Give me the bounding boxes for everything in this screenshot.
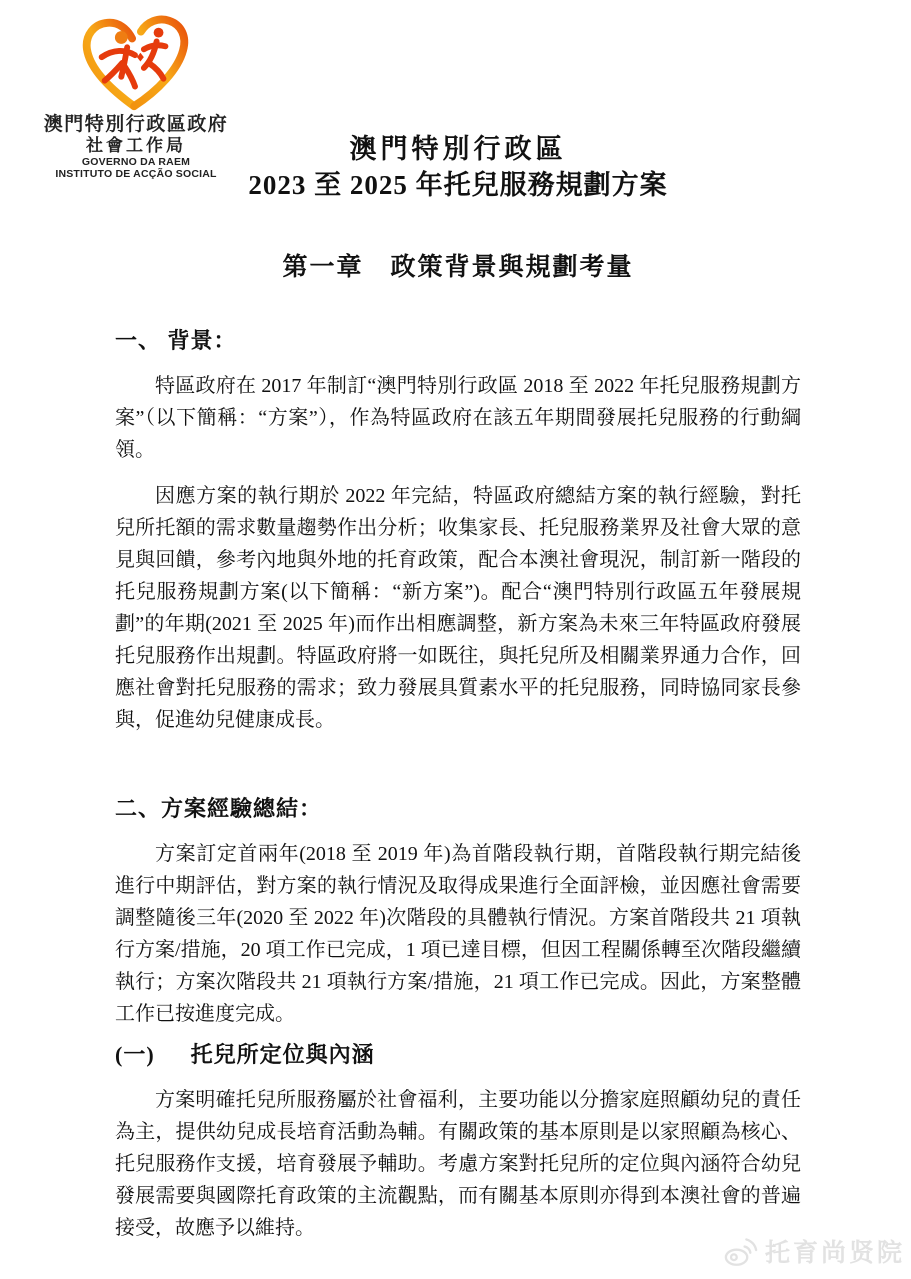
figure-head-left xyxy=(115,31,128,44)
document-title-line2: 2023 至 2025 年托兒服務規劃方案 xyxy=(248,170,668,200)
section-1-heading: 一、 背景： xyxy=(115,328,237,353)
subsection-1-title: 托兒所定位與內涵 xyxy=(190,1042,375,1067)
chapter-heading: 第一章 政策背景與規劃考量 xyxy=(282,254,634,281)
section-2-paragraph-1: 方案訂定首兩年(2018 至 2019 年)為首階段執行期，首階段執行期完結後進行中期評估，對方案的執行情況及取得成果進行全面評檢，並因應社會需要調整隨後三年(2020 至 2022 年)次階段的具體執行情況。方案首階段共 21 項執行方案/措施，20 項工作已完成，1 項已達目標，但因工程關係轉至次階段繼續執行；方案次階段共 21 項執行方案/措施，21 項工作已完成。因此，方案整體工作已按進度完成。 xyxy=(115,843,801,1025)
subsection-1-paragraph-1: 方案明確托兒所服務屬於社會福利，主要功能以分擔家庭照顧幼兒的責任為主，提供幼兒成長培育活動為輔。有關政策的基本原則是以家照顧為核心、托兒服務作支援，培育發展予輔助。考慮方案對托兒所的定位與內涵符合幼兒發展需要與國際托育政策的主流觀點，而有關基本原則亦得到本澳社會的普遍接受，故應予以維持。 xyxy=(115,1089,801,1239)
section-2-heading: 二、方案經驗總結： xyxy=(115,796,323,821)
org-name-chinese: 澳門特別行政區政府 xyxy=(43,114,229,135)
subsection-1-heading xyxy=(115,1040,801,1070)
ias-heart-logo xyxy=(70,12,202,114)
org-name-portuguese: GOVERNO DA RAEM xyxy=(81,156,191,168)
watermark-text: 托育尚贤院 xyxy=(764,1239,905,1267)
section-1-paragraph-2: 因應方案的執行期於 2022 年完結，特區政府總結方案的執行經驗，對托兒所托額的需求數量趨勢作出分析；收集家長、托兒服務業界及社會大眾的意見與回饋，參考內地與外地的托育政策，配合本澳社會現況，制訂新一階段的托兒服務規劃方案(以下簡稱：“新方案”)。配合“澳門特別行政區五年發展規劃”的年期(2021 至 2025 年)而作出相應調整，新方案為未來三年特區政府發展托兒服務作出規劃。特區政府將一如既往，與托兒所及相關業界通力合作，回應社會對托兒服務的需求；致力發展具質素水平的托兒服務，同時協同家長參與，促進幼兒健康成長。 xyxy=(115,485,801,731)
document-header xyxy=(115,132,801,284)
document-title-line1: 澳門特別行政區 xyxy=(349,134,567,164)
subsection-1-number: (一) xyxy=(115,1042,155,1067)
org-dept-chinese: 社會工作局 xyxy=(86,136,186,155)
weibo-icon xyxy=(723,1235,759,1267)
figure-head-right xyxy=(154,28,164,38)
watermark xyxy=(723,1233,905,1269)
org-dept-portuguese: INSTITUTO DE ACÇÃO SOCIAL xyxy=(55,168,217,180)
section-1-paragraph-1: 特區政府在 2017 年制訂“澳門特別行政區 2018 至 2022 年托兒服務規劃方案”（以下簡稱：“方案”），作為特區政府在該五年期間發展托兒服務的行動綱領。 xyxy=(115,375,801,461)
document-body xyxy=(115,326,801,1244)
